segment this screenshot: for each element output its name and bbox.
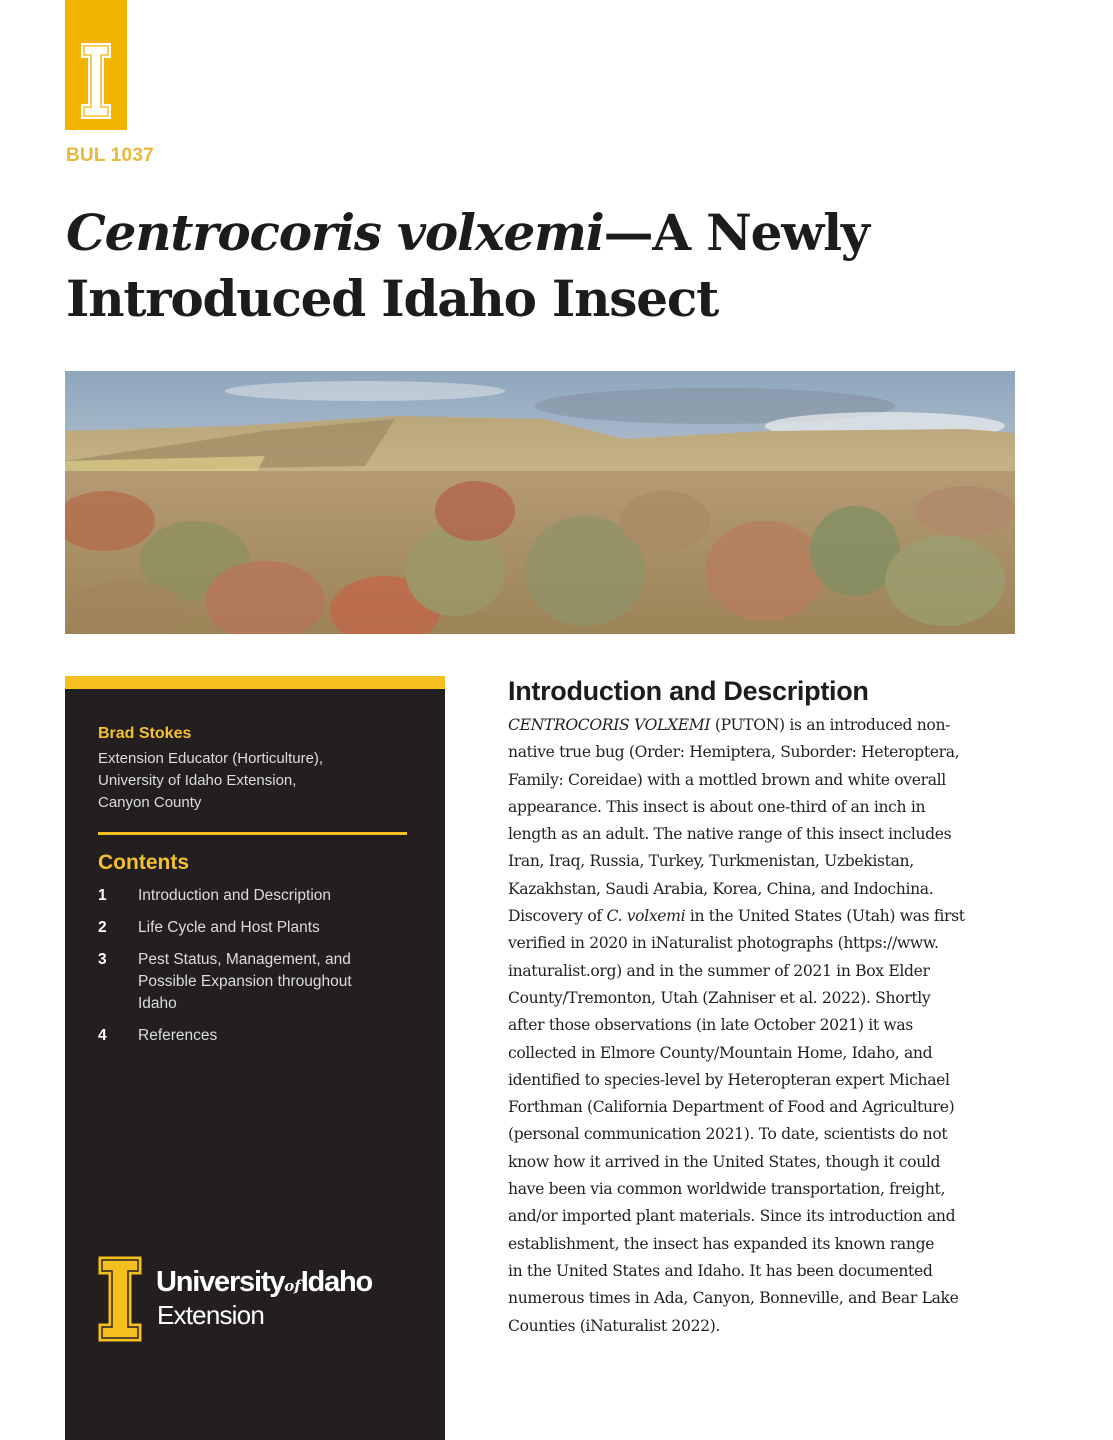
body-line (508, 712, 1018, 739)
body-line: County/Tremonton, Utah (Zahniser et al. 2022). Shortly (508, 988, 931, 1007)
block-i-icon (80, 42, 112, 120)
toc-label: Life Cycle and Host Plants (138, 919, 320, 936)
block-i-icon (98, 1256, 142, 1342)
body-line: establishment, the insect has expanded its known range (508, 1234, 935, 1253)
logo-university-idaho (156, 1266, 372, 1299)
page-title (66, 200, 1026, 332)
university-i-logo (65, 0, 127, 130)
body-line: and/or imported plant materials. Since its introduction and (508, 1207, 956, 1226)
species-name: C. volxemi (606, 907, 686, 926)
body-text: (PUTON) is an introduced non- (710, 716, 951, 734)
body-line: native true bug (Order: Hemiptera, Suborder: Heteroptera, (508, 743, 960, 762)
logo-word-university: University (156, 1266, 285, 1298)
author-role (98, 748, 418, 814)
body-line: Counties (iNaturalist 2022). (508, 1316, 721, 1335)
sidebar-divider (98, 832, 407, 835)
author-role-line: Canyon County (98, 794, 202, 811)
body-line: collected in Elmore County/Mountain Home, Idaho, and (508, 1043, 933, 1062)
body-text: in the United States (Utah) was first (685, 907, 965, 926)
body-line: inaturalist.org) and in the summer of 2021 in Box Elder (508, 961, 930, 980)
toc-number: 4 (98, 1027, 107, 1044)
introduction-body (508, 712, 1018, 1340)
university-of-idaho-extension-logo (98, 1256, 418, 1346)
toc-number: 3 (98, 951, 107, 968)
body-line: have been via common worldwide transportation, freight, (508, 1180, 946, 1199)
body-line: appearance. This insect is about one-third of an inch in (508, 797, 926, 816)
body-line: Family: Coreidae) with a mottled brown and white overall (508, 770, 946, 789)
toc-label: Introduction and Description (138, 887, 332, 904)
species-name: CENTROCORIS VOLXEMI (508, 716, 711, 734)
title-species: Centrocoris volxemi (66, 203, 604, 262)
logo-word-of: of (284, 1277, 301, 1295)
toc-item[interactable] (98, 1025, 418, 1047)
body-line: Kazakhstan, Saudi Arabia, Korea, China, and Indochina. (508, 879, 934, 898)
body-line: numerous times in Ada, Canyon, Bonneville, and Bear Lake (508, 1289, 959, 1308)
body-text: Discovery of (508, 907, 607, 926)
toc-label: Pest Status, Management, and Possible Expansion throughout Idaho (138, 951, 352, 1012)
body-line: length as an adult. The native range of this insect includes (508, 825, 952, 844)
toc-item[interactable] (98, 949, 418, 1015)
toc-number: 1 (98, 887, 107, 904)
title-line1-rest: —A Newly (603, 203, 869, 262)
toc-number: 2 (98, 919, 107, 936)
author-role-line: Extension Educator (Horticulture), (98, 750, 324, 767)
body-line: Forthman (California Department of Food and Agriculture) (508, 1098, 955, 1117)
body-line: (personal communication 2021). To date, scientists do not (508, 1125, 948, 1144)
section-heading-introduction: Introduction and Description (508, 676, 869, 706)
toc-item[interactable] (98, 917, 418, 939)
author-role-line: University of Idaho Extension, (98, 772, 297, 789)
author-name: Brad Stokes (98, 725, 192, 742)
body-line: know how it arrived in the United States, though it could (508, 1152, 941, 1171)
logo-word-idaho: Idaho (300, 1266, 373, 1298)
bulletin-id: BUL 1037 (66, 145, 154, 166)
body-line (508, 903, 1018, 930)
sidebar-panel (65, 676, 445, 1440)
title-line2: Introduced Idaho Insect (66, 269, 718, 328)
body-line: in the United States and Idaho. It has been documented (508, 1261, 933, 1280)
table-of-contents (98, 885, 418, 1057)
body-line: after those observations (in late October 2021) it was (508, 1016, 913, 1035)
gold-accent-bar (65, 676, 445, 689)
toc-label: References (138, 1027, 218, 1044)
logo-extension: Extension (157, 1300, 264, 1330)
body-line: identified to species-level by Heteropteran expert Michael (508, 1070, 950, 1089)
body-line: Iran, Iraq, Russia, Turkey, Turkmenistan, Uzbekistan, (508, 852, 914, 871)
contents-heading: Contents (98, 851, 189, 874)
body-line: verified in 2020 in iNaturalist photographs (https://www. (508, 934, 939, 953)
hero-photo (65, 371, 1015, 634)
toc-item[interactable] (98, 885, 418, 907)
